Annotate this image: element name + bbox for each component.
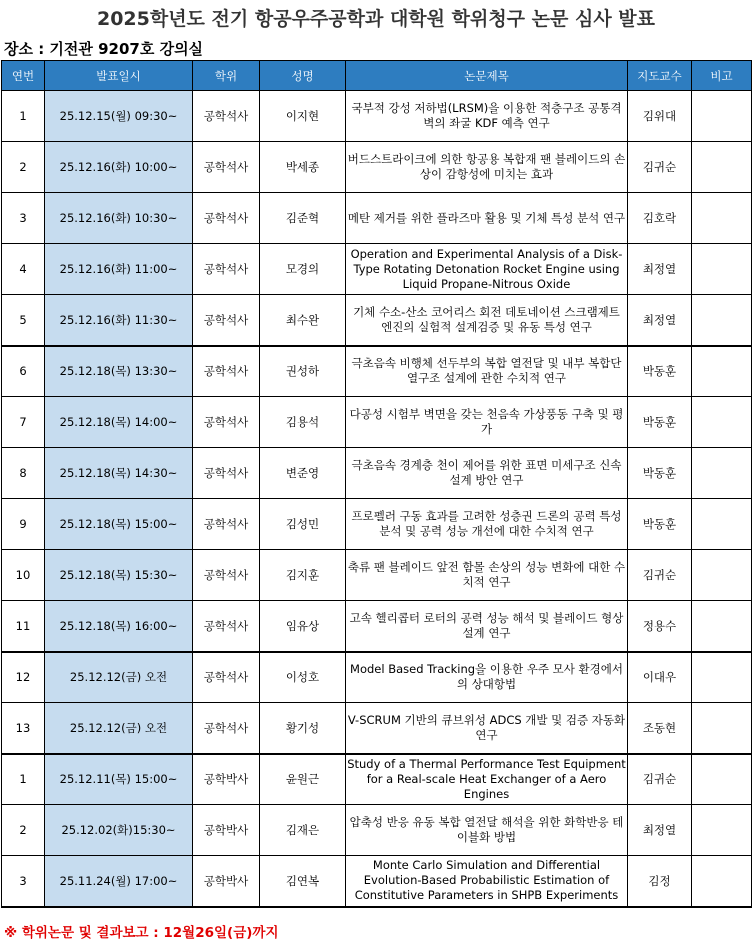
header-advisor: 지도교수 (628, 61, 692, 91)
cell-degree: 공학석사 (193, 448, 260, 499)
table-row (2, 601, 752, 652)
cell-no: 11 (2, 601, 45, 652)
cell-note (692, 244, 752, 295)
cell-degree: 공학석사 (193, 601, 260, 652)
cell-no: 1 (2, 91, 45, 142)
cell-note (692, 397, 752, 448)
cell-note (692, 601, 752, 652)
cell-degree: 공학석사 (193, 703, 260, 754)
schedule-table (1, 60, 752, 908)
table-body (2, 91, 752, 907)
table-row (2, 193, 752, 244)
cell-name: 김준혁 (260, 193, 346, 244)
cell-advisor: 김귀순 (628, 142, 692, 193)
cell-no: 2 (2, 142, 45, 193)
cell-date: 25.12.16(화) 10:00~ (45, 142, 193, 193)
cell-thesis: Model Based Tracking을 이용한 우주 모사 환경에서의 상대항법 (346, 652, 628, 703)
cell-thesis: 메탄 제거를 위한 플라즈마 활용 및 기체 특성 분석 연구 (346, 193, 628, 244)
cell-no: 5 (2, 295, 45, 346)
cell-no: 10 (2, 550, 45, 601)
cell-thesis: 프로펠러 구동 효과를 고려한 성층권 드론의 공력 특성 분석 및 공력 성능 개선에 대한 수치적 연구 (346, 499, 628, 550)
cell-date: 25.12.15(월) 09:30~ (45, 91, 193, 142)
deadline-footnote: ※ 학위논문 및 결과보고 : 12월26일(금)까지 (4, 925, 279, 941)
table-row (2, 754, 752, 805)
header-name: 성명 (260, 61, 346, 91)
cell-no: 3 (2, 856, 45, 907)
cell-note (692, 142, 752, 193)
cell-date: 25.12.18(목) 13:30~ (45, 346, 193, 397)
table-row (2, 244, 752, 295)
cell-advisor: 박동훈 (628, 448, 692, 499)
cell-degree: 공학석사 (193, 397, 260, 448)
cell-degree: 공학석사 (193, 346, 260, 397)
cell-no: 4 (2, 244, 45, 295)
cell-advisor: 조동현 (628, 703, 692, 754)
cell-no: 9 (2, 499, 45, 550)
cell-advisor: 최정열 (628, 244, 692, 295)
cell-no: 1 (2, 754, 45, 805)
cell-name: 변준영 (260, 448, 346, 499)
cell-degree: 공학석사 (193, 295, 260, 346)
header-note: 비고 (692, 61, 752, 91)
cell-thesis: 기체 수소-산소 코어리스 회전 데토네이션 스크램제트 엔진의 실험적 설계검증 및 유동 특성 연구 (346, 295, 628, 346)
cell-name: 임유상 (260, 601, 346, 652)
cell-thesis: 버드스트라이크에 의한 항공용 복합재 팬 블레이드의 손상이 감항성에 미치는 효과 (346, 142, 628, 193)
cell-date: 25.12.11(목) 15:00~ (45, 754, 193, 805)
table-row (2, 91, 752, 142)
cell-thesis: Monte Carlo Simulation and Differential Evolution-Based Probabilistic Estimation of Constitutive Parameters in SHPB Experiments (346, 856, 628, 907)
cell-date: 25.12.18(목) 16:00~ (45, 601, 193, 652)
cell-advisor: 박동훈 (628, 397, 692, 448)
cell-degree: 공학석사 (193, 244, 260, 295)
header-thesis: 논문제목 (346, 61, 628, 91)
table-row (2, 703, 752, 754)
cell-date: 25.12.16(화) 11:30~ (45, 295, 193, 346)
page-title: 2025학년도 전기 항공우주공학과 대학원 학위청구 논문 심사 발표 (96, 8, 656, 30)
cell-name: 김연복 (260, 856, 346, 907)
cell-degree: 공학박사 (193, 805, 260, 856)
cell-advisor: 정용수 (628, 601, 692, 652)
cell-advisor: 박동훈 (628, 499, 692, 550)
cell-advisor: 김호락 (628, 193, 692, 244)
table-row (2, 346, 752, 397)
cell-date: 25.12.18(목) 15:00~ (45, 499, 193, 550)
table-row (2, 397, 752, 448)
table-row (2, 652, 752, 703)
cell-note (692, 754, 752, 805)
location-label: 장소 : 기전관 9207호 강의실 (4, 40, 204, 58)
cell-name: 이성호 (260, 652, 346, 703)
cell-date: 25.12.18(목) 14:30~ (45, 448, 193, 499)
cell-degree: 공학석사 (193, 142, 260, 193)
cell-name: 김용석 (260, 397, 346, 448)
cell-note (692, 448, 752, 499)
cell-name: 김성민 (260, 499, 346, 550)
header-date: 발표일시 (45, 61, 193, 91)
cell-advisor: 이대우 (628, 652, 692, 703)
table-header-row (2, 61, 752, 91)
cell-note (692, 652, 752, 703)
cell-name: 권성하 (260, 346, 346, 397)
cell-note (692, 499, 752, 550)
cell-note (692, 703, 752, 754)
cell-no: 3 (2, 193, 45, 244)
table-row (2, 805, 752, 856)
cell-thesis: 국부적 강성 저하법(LRSM)을 이용한 적층구조 공통격벽의 좌굴 KDF 예측 연구 (346, 91, 628, 142)
cell-note (692, 550, 752, 601)
cell-note (692, 805, 752, 856)
table-row (2, 856, 752, 907)
cell-degree: 공학박사 (193, 856, 260, 907)
cell-advisor: 김귀순 (628, 754, 692, 805)
header-no: 연번 (2, 61, 45, 91)
cell-date: 25.12.16(화) 10:30~ (45, 193, 193, 244)
cell-name: 김지훈 (260, 550, 346, 601)
cell-date: 25.12.12(금) 오전 (45, 652, 193, 703)
cell-advisor: 박동훈 (628, 346, 692, 397)
cell-no: 2 (2, 805, 45, 856)
cell-thesis: 축류 팬 블레이드 앞전 함몰 손상의 성능 변화에 대한 수치적 연구 (346, 550, 628, 601)
cell-advisor: 최정열 (628, 805, 692, 856)
cell-date: 25.12.16(화) 11:00~ (45, 244, 193, 295)
cell-note (692, 346, 752, 397)
cell-thesis: Operation and Experimental Analysis of a Disk-Type Rotating Detonation Rocket Engine using Liquid Propane-Nitrous Oxide (346, 244, 628, 295)
cell-thesis: 고속 헬리콥터 로터의 공력 성능 해석 및 블레이드 형상 설계 연구 (346, 601, 628, 652)
cell-degree: 공학석사 (193, 550, 260, 601)
cell-degree: 공학석사 (193, 91, 260, 142)
cell-thesis: 다공성 시험부 벽면을 갖는 천음속 가상풍동 구축 및 평가 (346, 397, 628, 448)
table-row (2, 295, 752, 346)
cell-no: 6 (2, 346, 45, 397)
table-row (2, 448, 752, 499)
cell-thesis: 압축성 반응 유동 복합 열전달 해석을 위한 화학반응 테이블화 방법 (346, 805, 628, 856)
table-row (2, 499, 752, 550)
cell-date: 25.12.18(목) 15:30~ (45, 550, 193, 601)
table-row (2, 550, 752, 601)
cell-advisor: 김위대 (628, 91, 692, 142)
cell-no: 8 (2, 448, 45, 499)
cell-note (692, 193, 752, 244)
cell-thesis: V-SCRUM 기반의 큐브위성 ADCS 개발 및 검증 자동화 연구 (346, 703, 628, 754)
cell-date: 25.11.24(월) 17:00~ (45, 856, 193, 907)
cell-thesis: Study of a Thermal Performance Test Equipment for a Real-scale Heat Exchanger of a Aero Engines (346, 754, 628, 805)
cell-name: 윤원근 (260, 754, 346, 805)
table-row (2, 142, 752, 193)
cell-name: 황기성 (260, 703, 346, 754)
cell-no: 13 (2, 703, 45, 754)
cell-name: 박세종 (260, 142, 346, 193)
cell-advisor: 김귀순 (628, 550, 692, 601)
cell-note (692, 295, 752, 346)
cell-note (692, 91, 752, 142)
cell-date: 25.12.18(목) 14:00~ (45, 397, 193, 448)
cell-degree: 공학박사 (193, 754, 260, 805)
cell-name: 최수완 (260, 295, 346, 346)
cell-name: 모경의 (260, 244, 346, 295)
cell-name: 이지현 (260, 91, 346, 142)
cell-degree: 공학석사 (193, 499, 260, 550)
cell-date: 25.12.02(화)15:30~ (45, 805, 193, 856)
header-degree: 학위 (193, 61, 260, 91)
cell-thesis: 극초음속 경계층 천이 제어를 위한 표면 미세구조 신속 설계 방안 연구 (346, 448, 628, 499)
cell-degree: 공학석사 (193, 193, 260, 244)
cell-name: 김재은 (260, 805, 346, 856)
cell-advisor: 최정열 (628, 295, 692, 346)
cell-no: 7 (2, 397, 45, 448)
cell-degree: 공학석사 (193, 652, 260, 703)
cell-advisor: 김정 (628, 856, 692, 907)
cell-no: 12 (2, 652, 45, 703)
cell-date: 25.12.12(금) 오전 (45, 703, 193, 754)
cell-thesis: 극초음속 비행체 선두부의 복합 열전달 및 내부 복합단열구조 설계에 관한 수치적 연구 (346, 346, 628, 397)
cell-note (692, 856, 752, 907)
